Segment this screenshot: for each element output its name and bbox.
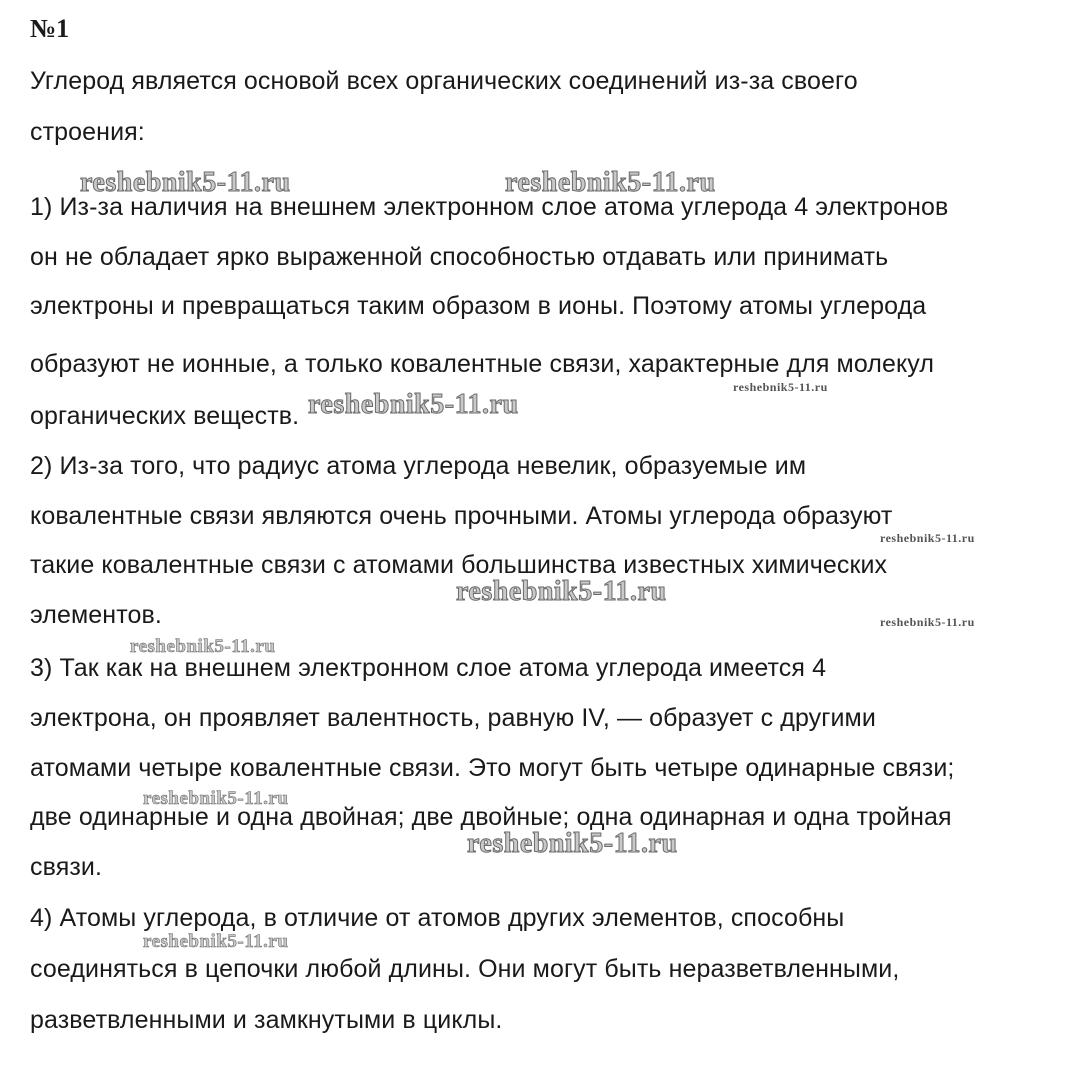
text-line: соединяться в цепочки любой длины. Они могут быть неразветвленными, (30, 955, 900, 983)
text-line: две одинарные и одна двойная; две двойные; одна одинарная и одна тройная (30, 803, 952, 831)
watermark: reshebnik5-11.ru (143, 931, 289, 952)
text-line: разветвленными и замкнутыми в циклы. (30, 1006, 503, 1034)
text-line: он не обладает ярко выраженной способностью отдавать или принимать (30, 243, 889, 271)
watermark: reshebnik5-11.ru (308, 389, 519, 420)
watermark: reshebnik5-11.ru (143, 788, 289, 809)
text-line: электроны и превращаться таким образом в ионы. Поэтому атомы углерода (30, 292, 927, 320)
text-line: такие ковалентные связи с атомами большинства известных химических (30, 551, 888, 579)
text-line: элементов. (30, 601, 162, 629)
text-line: 3) Так как на внешнем электронном слое атома углерода имеется 4 (30, 654, 827, 682)
text-line: атомами четыре ковалентные связи. Это могут быть четыре одинарные связи; (30, 754, 955, 782)
text-line: 4) Атомы углерода, в отличие от атомов других элементов, способны (30, 904, 845, 932)
text-line: органических веществ. (30, 402, 300, 430)
watermark: reshebnik5-11.ru (467, 828, 678, 859)
text-line: Углерод является основой всех органических соединений из-за своего (30, 67, 858, 95)
watermark: reshebnik5-11.ru (456, 576, 667, 607)
task-number: №1 (30, 14, 70, 43)
watermark: reshebnik5-11.ru (733, 380, 828, 394)
text-line: строения: (30, 118, 145, 146)
watermark: reshebnik5-11.ru (505, 167, 716, 198)
text-line: электрона, он проявляет валентность, равную IV, — образует с другими (30, 704, 876, 732)
text-line: 2) Из-за того, что радиус атома углерода невелик, образуемые им (30, 452, 807, 480)
watermark: reshebnik5-11.ru (80, 167, 291, 198)
text-line: 1) Из-за наличия на внешнем электронном слое атома углерода 4 электронов (30, 193, 949, 221)
text-line: связи. (30, 853, 103, 881)
text-line: ковалентные связи являются очень прочными. Атомы углерода образуют (30, 502, 893, 530)
text-line: образуют не ионные, а только ковалентные связи, характерные для молекул (30, 350, 935, 378)
watermark: reshebnik5-11.ru (880, 531, 975, 545)
watermark: reshebnik5-11.ru (880, 615, 975, 629)
watermark: reshebnik5-11.ru (130, 636, 276, 657)
